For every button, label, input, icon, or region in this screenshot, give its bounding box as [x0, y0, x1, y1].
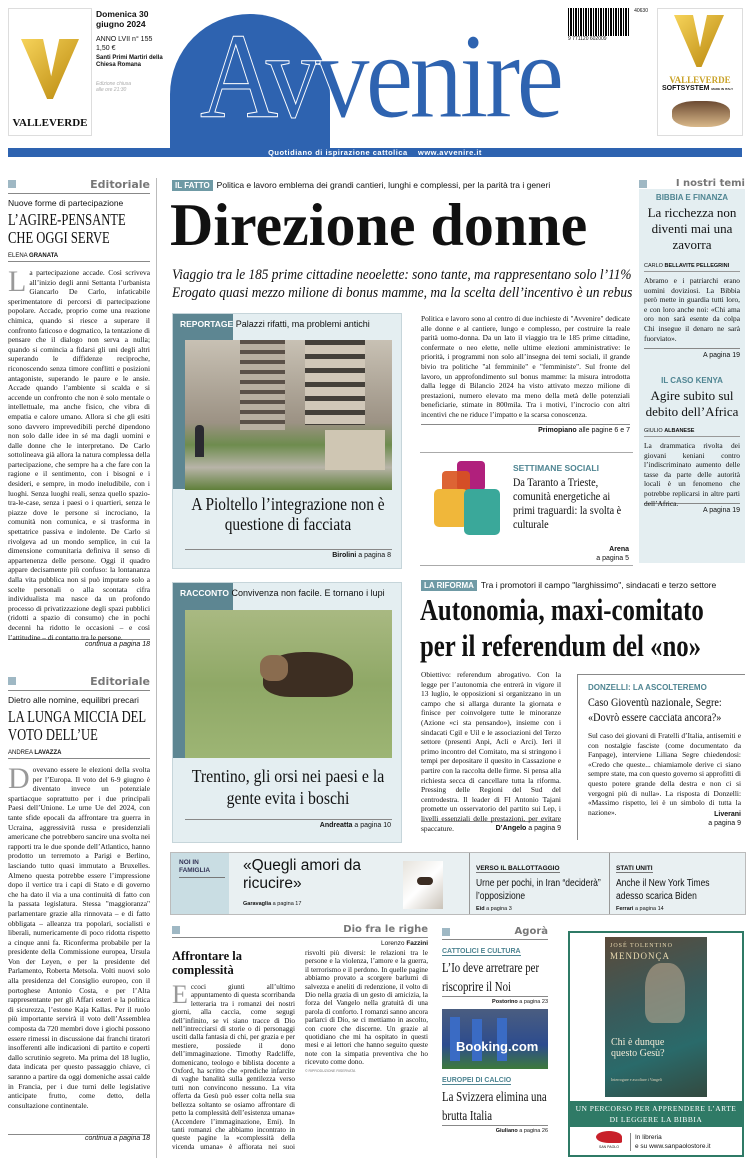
continue-link[interactable]: continua a pagina 18: [85, 641, 150, 648]
lead-subheads: [172, 266, 632, 302]
social-kicker: SETTIMANE SOCIALI: [513, 463, 599, 473]
barcode: [568, 8, 650, 44]
ad-where[interactable]: In libreria e su www.sanpaolostore.it: [630, 1133, 711, 1151]
riforma-page-ref[interactable]: D’Angelo a pagina 9: [495, 825, 561, 832]
theme-kicker: IL CASO KENYA: [661, 376, 723, 385]
tagline-bar: Quotidiano di ispirazione cattolica www.avvenire.it: [8, 148, 742, 157]
family-photo: [403, 861, 443, 909]
issue-number: ANNO LVII n° 155: [96, 36, 153, 43]
continue-link[interactable]: continua a pagina 18: [85, 1135, 150, 1142]
usa-kicker: STATI UNITI: [616, 865, 653, 872]
valleverde-v-logo-icon: [21, 39, 79, 99]
book-subtitle: Interrogare e ascoltare i Vangeli: [611, 1077, 663, 1082]
lead-page-ref[interactable]: Primopiano alle pagine 6 e 7: [538, 427, 630, 434]
section-marker-icon: [172, 926, 180, 934]
pioltello-photo: [185, 340, 392, 490]
theme-item[interactable]: [644, 376, 740, 514]
iran-item[interactable]: [469, 853, 607, 914]
issue-price: 1,50 €: [96, 45, 116, 52]
family-title[interactable]: «Quegli amori da ricucire»: [243, 857, 362, 892]
theme-author: CARLO BELLAVITE PELLEGRINI: [644, 263, 740, 272]
reportage-title[interactable]: A Pioltello l’integrazione non è questione di facciata: [191, 494, 385, 534]
newspaper-logo[interactable]: Avvenire: [200, 9, 560, 144]
section-marker-icon: [639, 180, 647, 188]
section-label: Dio fra le righe: [343, 924, 428, 935]
lead-headline[interactable]: Direzione donne: [170, 192, 588, 258]
theme-item[interactable]: [644, 193, 740, 376]
edition-note: Edizione chiusa alle ore 21:30: [96, 81, 132, 93]
saint-of-day: Santi Primi Martiri della Chiesa Romana: [96, 55, 163, 68]
agora-page-ref-1[interactable]: Postorino a pagina 23: [492, 999, 548, 1005]
theme-author: GIULIO ALBANESE: [644, 428, 740, 437]
section-label: Editoriale: [90, 675, 150, 688]
racconto-title[interactable]: Trentino, gli orsi nei paesi e la gente evita i boschi: [191, 766, 385, 808]
editorial-kicker: Nuove forme di partecipazione: [8, 198, 124, 208]
usa-page-ref[interactable]: Ferrari a pagina 14: [616, 906, 664, 912]
editorial-author: ANDREA LAVAZZA: [8, 750, 150, 759]
editorial-2: [8, 675, 150, 1160]
editorial-body: Dovevano essere le elezioni della svolta per l’Europa. Il voto del 6-9 giugno è diventato invece un potenziale spartiacque soprattutto per i due principali Paesi dell’Unione. Le urne Ue del 2024, con tante sfide epocali da affrontare tra guerra in Ucraina, aggressività russa e presidenziali americane che potrebbero sancire una svolta nei rapporti tra le due sponde dell’Atlantico, hanno prodotto un terremoto a Parigi e Berlino, lasciando tutto quasi immutato a Bruxelles. Almeno questa potrebbe essere l’impressione dopo il vertice tra i capi di Stato e di governo che ha dato il via a una continuità di fatto con la passata legislatura. Stessa "maggioranza" parlamentare grazie alla rinnovata – e di fatto obbligata – alleanza tra popolari, socialisti e liberali, numericamente di poco ridotta rispetto a cinque anni fa. Riconferma probabile per la presidente della Commissione europea, Ursula Von der Leyen, e per la presidente del Parlamento, Roberta Metsola. Volti nuovi solo alla presidenza del Consiglio europeo, con il portoghese Antonio Costa, e per l’Alta rappresentante per gli Affari esteri e la politica di sicurezza, l’estone Kaja Kallas. Per il ruolo più importante servirà il voto dell’Assemblea composta da 720 membri dove i giochi possono essere rimessi in discussione dai franchi tiratori insofferenti alle indicazioni di partito e coperti dallo scrutinio segreto. Ma prima del 18 luglio, data indicata per questo passaggio chiave, ci saranno a partire da oggi domeniche assai calde in Francia, per i due turni delle legislative anticipate frutto, come detto, della consultazione continentale.: [8, 762, 150, 1110]
donzelli-box[interactable]: [577, 674, 745, 840]
editorial-1: [8, 178, 150, 666]
agora-kicker-1: CATTOLICI E CULTURA: [442, 948, 521, 955]
section-marker-icon: [8, 180, 16, 188]
reportage-box[interactable]: [172, 313, 402, 569]
section-label: Editoriale: [90, 178, 150, 191]
agora-title-2[interactable]: La Svizzera elimina una brutta Italia: [442, 1089, 547, 1123]
ad-right-valleverde[interactable]: [657, 8, 743, 136]
donzelli-title[interactable]: Caso Gioventù nazionale, Segre: «Dovrò essere cacciata ancora?»: [588, 695, 722, 724]
theme-page-ref[interactable]: A pagina 19: [703, 352, 740, 359]
usa-title[interactable]: Anche il New York Times adesso scarica Biden: [616, 878, 710, 902]
bear-photo: [185, 610, 392, 758]
ad-left-valleverde[interactable]: [8, 8, 92, 136]
lead-subhead-2: Erogato quasi mezzo milione di bonus mamme, ma la scelta dell’incentivo è un rebus: [172, 285, 633, 301]
ad-right-brand: VALLEVERDE: [669, 75, 731, 85]
barcode-number: 9 771120 602009: [568, 36, 607, 42]
agora-page-ref-2[interactable]: Giuliano a pagina 26: [495, 1128, 548, 1134]
social-title[interactable]: Da Taranto a Trieste, comunità energetiche ai primi traguardi: la svolta è culturale: [513, 475, 622, 531]
bottom-strip: [170, 852, 746, 915]
iran-kicker: VERSO IL BALLOTTAGGIO: [476, 865, 560, 872]
lead-body: Politica e lavoro sono al centro di due inchieste di "Avvenire" dedicate alle donne e al cantiere, lungo e complesso, per costruire la reale parità uomo-donna. Da un lato il viaggio tra le 185 prime cittadine, confermate o neo elette, nelle ultime elezioni amministrative: le priorità, i programmi non solo all’insegna dei temi sociali, il grande bivio tra politiche "al femminile" e "femministe". Sul fronte del lavoro, un approfondimento sul bonus mamme: la misura introdotta dalla legge di Bilancio 2024 ha visto attivato mezzo milione di prestazioni, numero elevato ma meno della metà delle potenziali beneficiarie, stimate in 800mila. Tra i motivi, l’incrocio con altri incentivi che ne riduce l’impatto e la scarsa conoscenza. Primopiano alle pagine 6 e 7: [421, 314, 630, 434]
dio-title[interactable]: Affrontare la complessità: [172, 949, 243, 977]
barcode-code: 40630: [634, 8, 648, 14]
drop-cap: L: [8, 265, 27, 298]
theme-title[interactable]: La ricchezza non diventi mai una zavorra: [647, 205, 737, 252]
donzelli-page-ref[interactable]: Liverani a pagina 9: [708, 811, 741, 827]
family-page-ref[interactable]: Garavaglia a pagina 17: [243, 901, 302, 907]
speech-bubbles-icon: [434, 461, 504, 546]
theme-title[interactable]: Agire subito sul debito dell’Africa: [645, 388, 739, 419]
dio-column: [172, 924, 428, 1162]
section-marker-icon: [442, 928, 450, 936]
football-photo: [442, 1009, 548, 1069]
racconto-page-ref[interactable]: Andreatta a pagina 10: [319, 822, 391, 829]
ad-left-brand: VALLEVERDE: [12, 117, 88, 129]
agora-column: [442, 926, 548, 1160]
donzelli-kicker: DONZELLI: LA ASCOLTEREMO: [588, 683, 707, 692]
iran-title[interactable]: Urne per pochi, in Iran “deciderà” l’opposizione: [476, 878, 601, 902]
editorial-body: La partecipazione accade. Così scriveva all’inizio degli anni Settanta l’urbanista Giancarlo De Carlo, infaticabile sperimentatore di percorsi di partecipazione popolare. Accade, proprio come una reazione chimica, quando si riesce a superare il confronto faticoso e dogmatico, la tentazione di pensare che il dialogo non serva a nulla; quando si comincia a fidarsi gli uni degli altri superando le diffidenze reciproche, riconoscendo senza timore conflitti e posizioni antagoniste, superando le paure e le ansie. Accade quando l’ambiente si scalda e si accende un confronto che non è solo mentale o intellettuale, ma anche fisico, che vibra di empatia e calore umano. Allora sì che gli esiti sono davvero imprevedibili perché dipendono non solo dalle idee in sé ma dagli uomini e dalle donne che le interpretano. De Carlo sottolineava già allora la natura complessa della partecipazione, che sempre ha a che fare con la ragione e il sentimento, con i bisogni e i desideri, e sempre, in modo ineludibile, con i luoghi. Senza luoghi reali, senza quello spazio-tra-le-case, senza i paesi o i quartieri, senza le piazze dove le persone si incrociano, la comunità non comunica, e si trasforma in spettatrice passiva e indolente. De Carlo si rivolgeva ad un mondo semplice, in cui la dimensione comunitaria definiva il senso di appartenenza delle persone. Oggi il quadro appare decisamente più confuso: la lontananza dalla vita pubblica non si può imputare solo a scelte personali o alla scontata cifra individualista ma nasce da un profondo processo di privatizzazione degli spazi pubblici (ridotti a spazio di consumo) che in pochi decenni ha ridotto le occasioni – e così l’attitudine – di contatto tra le persone.: [8, 265, 150, 642]
reportage-page-ref[interactable]: Birolini a pagina 8: [332, 552, 391, 559]
ad-right-sub: SOFTSYSTEM MADE IN ITALY: [662, 85, 734, 92]
book-author-2: MENDONÇA: [610, 951, 671, 961]
editorial-title[interactable]: L’AGIRE-PENSANTE CHE OGGI SERVE: [8, 210, 126, 247]
sandal-image: [672, 101, 730, 127]
copyright: © RIPRODUZIONE RISERVATA: [305, 1068, 356, 1073]
san-paolo-logo: SAN PAOLO: [592, 1131, 626, 1153]
valleverde-v-logo-icon: [674, 15, 724, 67]
book-cover: [605, 937, 707, 1097]
agora-title-1[interactable]: L’Io deve arretrare per riscoprire il Noi: [442, 960, 540, 994]
reportage-kicker: REPORTAGE: [180, 319, 234, 329]
riforma-kicker: LA RIFORMA Tra i promotori il campo "larghissimo", sindacati e terzo settore: [421, 580, 743, 592]
section-label: Agorà: [514, 926, 548, 937]
editorial-author: ELENA GRANATA: [8, 253, 150, 262]
drop-cap: D: [8, 762, 30, 795]
themes-column: [639, 178, 745, 566]
reportage-kicker-text: Palazzi rifatti, ma problemi antichi: [235, 319, 370, 329]
lead-kicker: IL FATTO Politica e lavoro emblema dei grandi cantieri, lunghi e complessi, per la parità tra i generi: [172, 180, 632, 192]
book-author-1: JOSÉ TOLENTINO: [610, 943, 673, 949]
donzelli-body: Sul caso dei giovani di Fratelli d’Italia, antisemiti e con nostalgie fasciste (come documentato da Fanpage), interviene Liliana Segre chiedendosi: «Credo che queste... chiamiamole derive ci siano sempre state, ma con questo governo si approfitti di questo potere grande della destra e non ci si vergogni più di nulla». La risposta di Donzelli: «Massimo rispetto, lei è un simbolo di tutta la nazione».: [588, 731, 741, 817]
theme-kicker: BIBBIA E FINANZA: [655, 193, 729, 202]
book-ad[interactable]: [568, 931, 744, 1157]
agora-kicker-2: EUROPEI DI CALCIO: [442, 1077, 512, 1084]
theme-page-ref[interactable]: A pagina 19: [703, 507, 740, 514]
masthead-info: [96, 9, 168, 93]
lead-subhead-1: Viaggio tra le 185 prime cittadine neoelette: sono tante, ma rappresentano solo l’11%: [172, 267, 632, 283]
section-label: I nostri temi: [675, 178, 745, 189]
usa-item[interactable]: [609, 853, 745, 914]
social-box[interactable]: [420, 452, 633, 566]
family-kicker: NOI IN FAMIGLIA: [179, 859, 225, 878]
iran-page-ref[interactable]: Eid a pagina 3: [476, 906, 512, 912]
book-title: Chi è dunque questo Gesù?: [611, 1037, 665, 1059]
riforma-body: Obiettivo: referendum abrogativo. Con la legge per l’autonomia che entrerà in vigore il 13 luglio, le opposizioni si organizzano in un campo che si allarga durante la giornata e finisce per coinvolgere tutte le minoranze (Azione «ci sta pensando»), insieme con i sindacati Cgil e Uil e le associazioni del Terzo settore (presenti Anpi, Acli e Arci). Ieri il primo incontro del Comitato, ma si stringono i tempi per depositare il quesito in Cassazione e partire con la raccolta delle firme. Si pensa alla richiesta secca di cancellare tutta la riforma. Pressing delle Regioni del Sud del centrodestra. Il leader di FI Antonio Tajani promette un osservatorio del partito sui Lep, i livelli essenziali delle prestazioni, per evitare spaccature. D’Angelo a pagina 9: [421, 670, 561, 833]
issue-date: Domenica 30 giugno 2024: [96, 9, 149, 29]
dio-body: Eccoci giunti all’ultimo appuntamento di questa scorribanda letteraria tra i romanzi dei nostri giorni, alla caccia, come segugi dell’infinito, se vi siano tracce di Dio nell’intrecciarsi di storie o di personaggi usciti dalla fantasia di chi, per grazia e per mestiere, possiede il dono dell’immaginazione. Timothy Radcliffe, domenicano, teologo e biblista docente a Oxford, ha scritto che «prediche infarcite di vaghe banalità sulla gentilezza verso tutti non convincono nessuno. La vita offerta da Gesù può esser colta nella sua bellezza soltanto se osiamo affrontare di petto la complessità dell’esistenza umana» (Accendere l’immaginazione, Emi). In tanti romanzi che abbiamo incontrato in queste pagine la «complessità della vicenda umana» è affiorata nei suoi risvolti più diversi: le relazioni tra le persone e la violenza, l’amore e la guerra, il terrorismo e il perdono. In quelle pagine abbiamo provato a scorgere barlumi di salvezza e aneliti di redenzione, il volto di Dio nella grazia di un gesto di amicizia, la forza del Vangelo nella gratuità di una parola di conforto. I romanzi sanno ancora parlarci di Dio, se ci mettiamo in ascolto, con cuore che discerne. Un grazie al quotidiano che mi ha ospitato in questi mesi e ai lettori che hanno seguito queste note con la simpatia preventiva che ho ricevuto come dono.: [172, 949, 428, 1151]
editorial-title[interactable]: LA LUNGA MICCIA DEL VOTO DELL’UE: [8, 707, 146, 744]
editorial-kicker: Dietro alle nomine, equilibri precari: [8, 695, 139, 705]
vertical-divider: [156, 178, 157, 1158]
theme-body: La drammatica rivolta dei giovani keniani contro l’indiscriminato aumento delle tasse da parte delle autorità locali è un fenomeno che potrebbe replicarsi in altre parti dell’Africa.: [644, 441, 740, 508]
social-page-ref[interactable]: Arena a pagina 5: [596, 546, 629, 562]
drop-cap: E: [172, 980, 188, 1009]
ad-slogan: UN PERCORSO PER APPRENDERE L’ARTE DI LEGGERE LA BIBBIA: [570, 1101, 742, 1127]
theme-body: Abramo e i patriarchi erano uomini doviziosi. La Bibbia però mette in guardia tutti loro, e con loro anche noi: «Chi ama oro non sarà esente da colpa Chi insegue il denaro ne sarà fuorviato».: [644, 276, 740, 343]
dio-author: Lorenzo Fazzini: [381, 940, 428, 947]
section-marker-icon: [8, 677, 16, 685]
racconto-kicker-text: Convivenza non facile. E tornano i lupi: [231, 588, 385, 598]
racconto-kicker: RACCONTO: [180, 588, 229, 598]
racconto-box[interactable]: [172, 582, 402, 843]
photo-banner: Booking.com: [456, 1039, 539, 1054]
riforma-headline[interactable]: Autonomia, maxi-comitato per il referendum del «no»: [420, 592, 704, 663]
family-item[interactable]: [171, 853, 466, 914]
